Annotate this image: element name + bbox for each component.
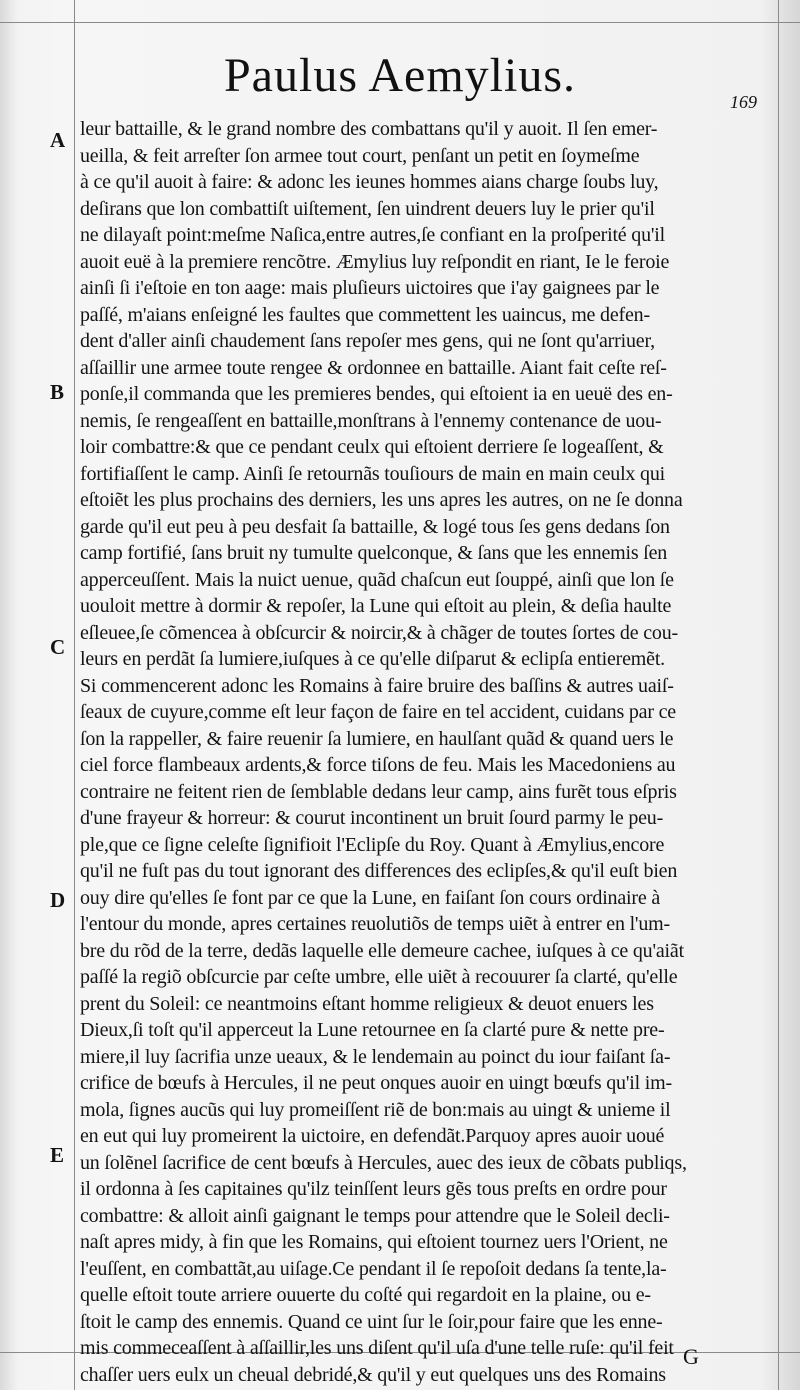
text-line: en eut qui luy promeirent la uictoire, en defendãt.Parquoy apres auoir uoué (80, 1125, 665, 1147)
text-line: ſeaux de cuyure,comme eſt leur façon de faire en tel accident, cuidans par ce (80, 701, 676, 723)
text-line: qu'il ne fuſt pas du tout ignorant des differences des eclipſes,& qu'il euſt bien (80, 860, 678, 882)
text-line: mola, ſignes aucũs qui luy promeiſſent riẽ de bon:mais au uingt & unieme il (80, 1098, 671, 1121)
text-line: eſleuee,ſe cõmencea à obſcurcir & noircir,& à chãger de toutes ſortes de cou- (80, 621, 678, 644)
text-line: l'entour du monde, apres certaines reuolutiõs de temps uiẽt à entrer en l'um- (80, 913, 670, 935)
text-line: paſſé la regiõ obſcurcie par ceſte umbre, elle uiẽt à recouurer ſa clarté, qu'elle (80, 966, 678, 988)
text-line: prent du Soleil: ce neantmoins eſtant homme religieux & deuot enuers les (80, 992, 654, 1015)
text-line: ſtoit le camp des ennemis. Quand ce uint ſur le ſoir,pour faire que les enne- (80, 1310, 663, 1333)
text-line: leurs en perdãt ſa lumiere,iuſques à ce qu'elle diſparut & eclipſa entieremẽt. (80, 648, 665, 670)
text-line: deſirans que lon combattiſt uiſtement, ſen uindrent deuers luy le prier qu'il (80, 197, 655, 220)
page-number: 169 (730, 92, 757, 112)
text-line: naſt apres midy, à fin que les Romains, qui eſtoient tournez uers l'Orient, ne (80, 1231, 668, 1253)
text-line: Dieux,ſi toſt qu'il apperceut la Lune retournee en ſa clarté pure & nette pre- (80, 1019, 665, 1041)
text-line: camp fortifié, ſans bruit ny tumulte quelconque, & ſans que les ennemis ſen (80, 542, 668, 564)
text-line: loir combattre:& que ce pendant ceulx qui eſtoient derriere ſe logeaſſent, & (80, 436, 664, 458)
signature-mark: G (683, 1344, 699, 1369)
text-line: quelle eſtoit toute arriere ouuerte du coſté qui regardoit en la plaine, ou e- (80, 1284, 651, 1306)
body-text (80, 116, 770, 1388)
margin-letter-c: C (50, 635, 66, 659)
text-line: ciel force flambeaux ardents,& force tiſons de feu. Mais les Macedoniens au (80, 754, 676, 776)
margin-letter-e: E (50, 1143, 65, 1167)
text-line: un ſolẽnel ſacrifice de cent bœufs à Hercules, auec des ieux de cõbats publiqs, (80, 1151, 687, 1174)
text-line: d'une frayeur & horreur: & courut incontinent un bruit ſourd parmy le peu- (80, 807, 664, 829)
text-line: ouy dire qu'elles ſe font par ce que la Lune, en faiſant ſon cours ordinaire à (80, 886, 660, 909)
text-line: apperceuſſent. Mais la nuict uenue, quãd chaſcun eut ſouppé, ainſi que lon ſe (80, 568, 674, 591)
text-line: dent d'aller ainſi chaudement ſans repoſer mes gens, qui ne ſont qu'arriuer, (80, 330, 655, 352)
text-line: contraire ne feitent rien de ſemblable dedans leur camp, ains furẽt tous eſpris (80, 780, 677, 803)
text-line: auoit euë à la premiere rencõtre. Æmylius luy reſpondit en riant, Ie le feroie (80, 250, 670, 273)
text-line: ueilla, & feit arreſter ſon armee tout court, penſant un petit en ſoymeſme (80, 144, 640, 167)
text-line: fortifiaſſent le camp. Ainſi ſe retournãs touſiours de main en main ceulx qui (80, 462, 665, 485)
running-title: Paulus Aemylius. (223, 49, 577, 102)
text-line: l'euſſent, en combattãt,au uiſage.Ce pendant il ſe repoſoit dedans ſa tente,la- (80, 1257, 667, 1280)
text-line: ainſi ſi i'eſtoie en ton aage: mais pluſieurs uictoires que i'ay gaignees par le (80, 277, 660, 299)
text-line: paſſé, m'aians enſeigné les faultes que commettent les uaincus, me defen- (80, 303, 650, 326)
text-line: aſſaillir une armee toute rengee & ordonnee en battaille. Aiant fait ceſte reſ- (80, 356, 667, 379)
margin-letter-d: D (50, 888, 66, 912)
text-line: combattre: & alloit ainſi gaignant le temps pour attendre que le Soleil decli- (80, 1204, 670, 1227)
margin-letter-a: A (50, 128, 66, 152)
text-line: uouloit mettre à dormir & repoſer, la Lune qui eſtoit au plein, & deſia haulte (80, 595, 672, 617)
text-line: ponſe,il commanda que les premieres bendes, qui eſtoient ia en ueuë des en- (80, 383, 673, 405)
top-rule (0, 22, 800, 23)
text-line: garde qu'il eut peu à peu desfait ſa battaille, & logé tous ſes gens dedans ſon (80, 515, 670, 538)
right-margin-rule (778, 0, 779, 1390)
text-line: crifice de bœufs à Hercules, il ne peut onques auoir en uingt bœufs qu'il im- (80, 1072, 672, 1094)
text-line: ple,que ce ſigne celeſte ſignifioit l'Eclipſe du Roy. Quant à Æmylius,encore (80, 833, 665, 856)
text-line: ne dilayaſt point:meſme Naſica,entre autres,ſe confiant en la proſperité qu'il (80, 224, 665, 246)
margin-letter-b: B (50, 380, 65, 404)
text-line: miere,il luy ſacrifia unze ueaux, & le lendemain au poinct du iour faiſant ſa- (80, 1045, 671, 1068)
text-line: bre du rõd de la terre, dedãs laquelle elle demeure cachee, iuſques à ce qu'aiãt (80, 939, 684, 962)
text-line: ſon la rappeller, & faire reuenir ſa lumiere, en haulſant quãd & quand uers le (80, 727, 674, 750)
text-line: eſtoiẽt les plus prochains des derniers, les uns apres les autres, on ne ſe donna (80, 489, 683, 511)
text-line: il ordonna à ſes capitaines qu'ilz teinſſent leurs gẽs tous preſts en ordre pour (80, 1178, 667, 1200)
text-line: à ce qu'il auoit à faire: & adonc les ieunes hommes aians charge ſoubs luy, (80, 171, 659, 193)
text-line: Si commencerent adonc les Romains à faire bruire des baſſins & autres uaiſ- (80, 674, 674, 697)
text-line: chaſſer uers eulx un cheual debridé,& qu'il y eut quelques uns des Romains (80, 1363, 666, 1386)
text-line: mis commeceaſſent à aſſaillir,les uns diſent qu'il uſa d'une telle ruſe: qu'il feit (80, 1337, 674, 1359)
text-line: leur battaille, & le grand nombre des combattans qu'il y auoit. Il ſen emer- (80, 118, 658, 140)
text-line: nemis, ſe rengeaſſent en battaille,monſtrans à l'ennemy contenance de uou- (80, 409, 662, 432)
left-margin-rule (74, 0, 75, 1390)
